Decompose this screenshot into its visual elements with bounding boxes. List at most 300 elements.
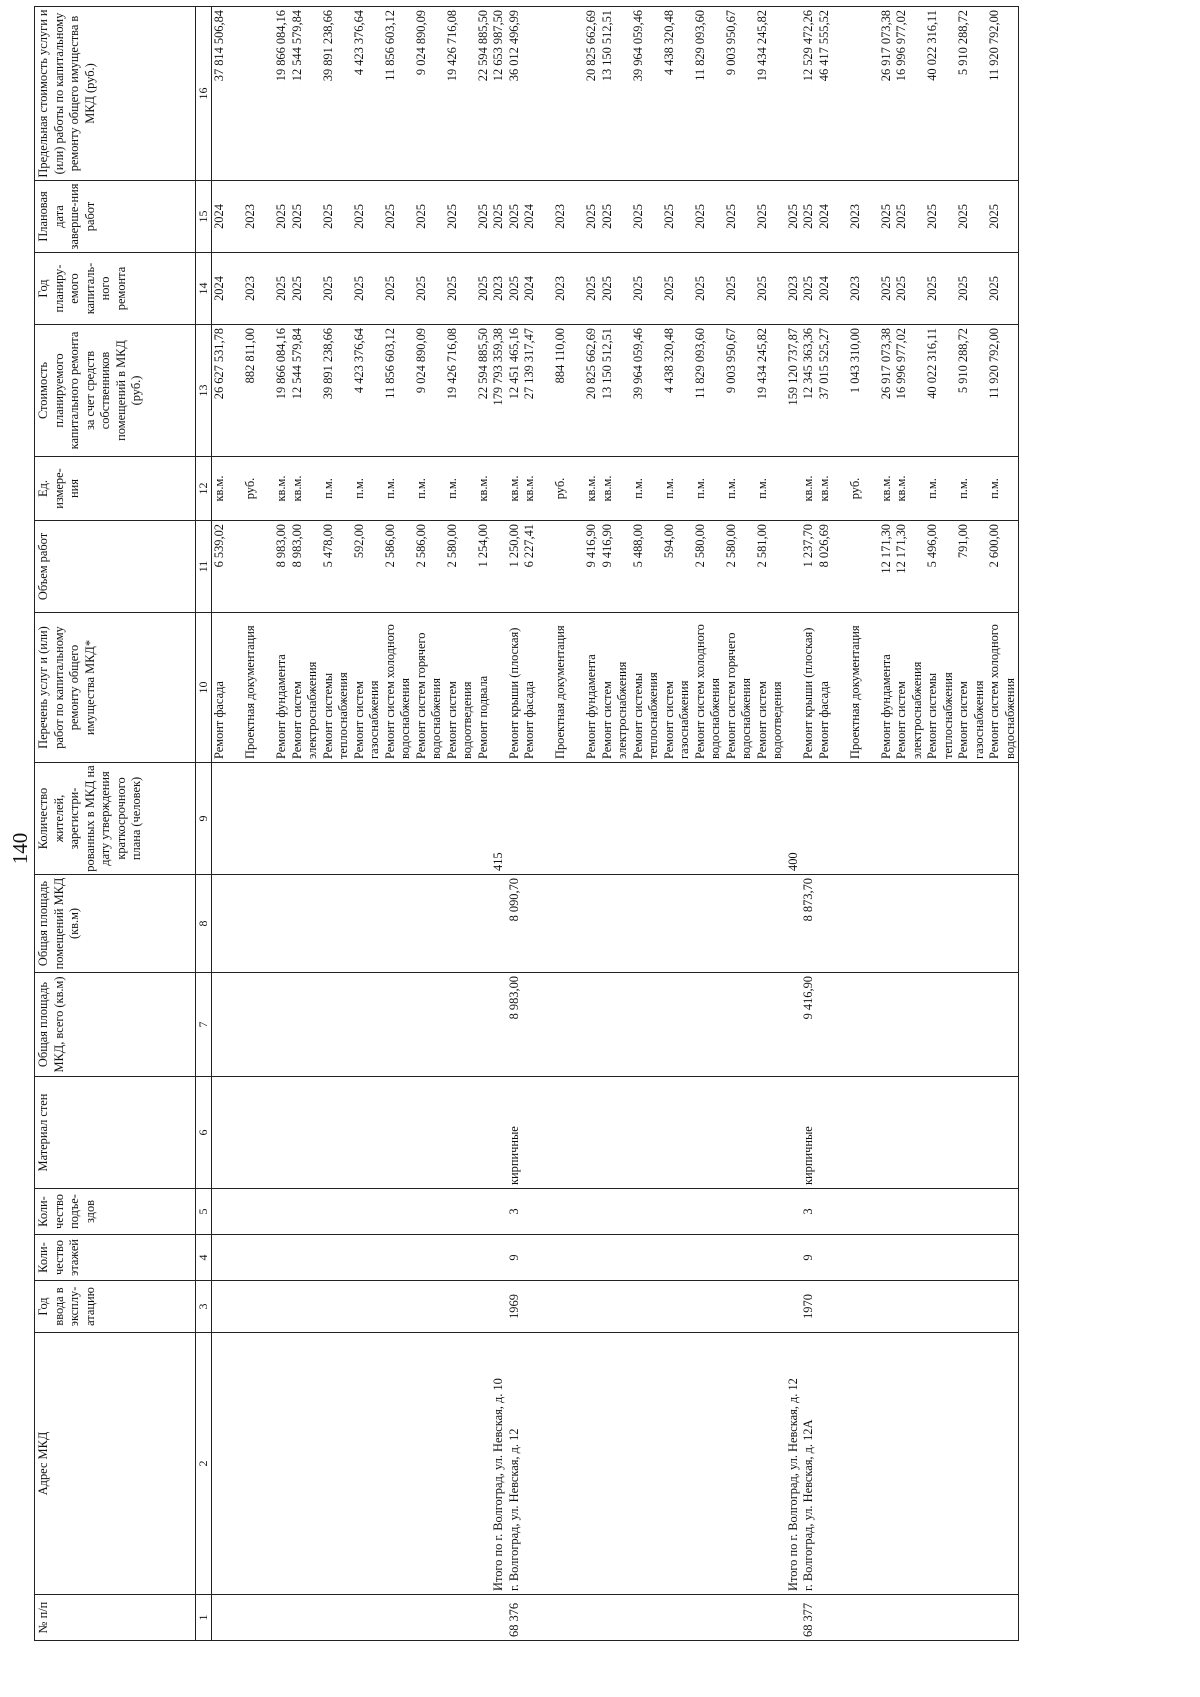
- table-cell: Ремонт фундамента: [879, 613, 895, 763]
- table-cell: [321, 875, 352, 973]
- table-cell: [584, 763, 600, 875]
- table-row: [584, 7, 600, 1641]
- table-cell: [817, 1189, 833, 1235]
- table-cell: 39 891 238,66: [321, 7, 352, 181]
- table-cell: [212, 763, 228, 875]
- table-cell: [538, 457, 554, 521]
- table-row: [786, 7, 802, 1641]
- table-cell: [259, 253, 275, 325]
- table-cell: [987, 1333, 1019, 1595]
- table-cell: [274, 1189, 290, 1235]
- table-cell: 2024: [212, 253, 228, 325]
- table-cell: [352, 1281, 383, 1333]
- table-cell: [631, 1333, 662, 1595]
- table-row: [693, 7, 724, 1641]
- table-cell: [863, 325, 879, 457]
- table-cell: 2025: [693, 181, 724, 253]
- table-row: [600, 7, 631, 1641]
- table-cell: 19 426 716,08: [445, 325, 476, 457]
- table-cell: [584, 1235, 600, 1281]
- table-cell: [228, 1235, 244, 1281]
- table-cell: [383, 1333, 414, 1595]
- table-cell: [553, 1281, 569, 1333]
- table-cell: [569, 613, 585, 763]
- table-cell: [228, 253, 244, 325]
- table-row: [259, 7, 275, 1641]
- table-row: [352, 7, 383, 1641]
- table-cell: 1 237,70: [801, 521, 817, 613]
- table-cell: 11 856 603,12: [383, 7, 414, 181]
- table-cell: [925, 1235, 956, 1281]
- table-cell: [538, 763, 554, 875]
- table-cell: [832, 1235, 848, 1281]
- capital-repair-table: [34, 6, 1019, 1641]
- column-header: Коли-чество этажей: [35, 1235, 196, 1281]
- table-cell: [724, 1281, 755, 1333]
- table-cell: Ремонт систем электроснабжения: [894, 613, 925, 763]
- table-cell: [894, 1333, 925, 1595]
- table-cell: [553, 973, 569, 1077]
- table-cell: [956, 1189, 987, 1235]
- table-row: [553, 7, 569, 1641]
- column-number: 6: [196, 1077, 212, 1189]
- table-cell: Ремонт систем водоотведения: [445, 613, 476, 763]
- table-cell: [817, 1235, 833, 1281]
- table-cell: [786, 1281, 802, 1333]
- table-cell: 2025: [321, 253, 352, 325]
- table-cell: [832, 325, 848, 457]
- table-cell: [863, 253, 879, 325]
- table-cell: [553, 1077, 569, 1189]
- table-row: [538, 7, 554, 1641]
- table-cell: 2025: [801, 181, 817, 253]
- table-cell: [832, 253, 848, 325]
- table-cell: [476, 1235, 492, 1281]
- column-header: Общая площадь МКД, всего (кв.м): [35, 973, 196, 1077]
- table-cell: 19 426 716,08: [445, 7, 476, 181]
- table-cell: [755, 1333, 786, 1595]
- table-cell: [817, 1333, 833, 1595]
- table-cell: кв.м.: [507, 457, 523, 521]
- table-cell: п.м.: [987, 457, 1019, 521]
- table-cell: Ремонт фасада: [522, 613, 538, 763]
- table-cell: 5 496,00: [925, 521, 956, 613]
- table-cell: [414, 1333, 445, 1595]
- table-cell: 68 377: [801, 1595, 817, 1641]
- table-cell: Ремонт систем газоснабжения: [956, 613, 987, 763]
- table-cell: [243, 1595, 259, 1641]
- table-cell: 159 120 737,87: [786, 325, 802, 457]
- table-cell: 2025: [600, 253, 631, 325]
- table-cell: [584, 1595, 600, 1641]
- table-cell: кв.м.: [212, 457, 228, 521]
- table-cell: [584, 1077, 600, 1189]
- table-cell: 11 829 093,60: [693, 7, 724, 181]
- table-cell: [476, 1189, 492, 1235]
- table-cell: 2 581,00: [755, 521, 786, 613]
- column-header: Стоимость планируемого капитального ремонта за счет средств собственников помещений в МКД (руб.): [35, 325, 196, 457]
- table-cell: 2024: [817, 253, 833, 325]
- table-cell: [693, 1333, 724, 1595]
- table-cell: [538, 1281, 554, 1333]
- table-cell: [414, 1595, 445, 1641]
- column-number: 4: [196, 1235, 212, 1281]
- table-cell: 11 856 603,12: [383, 325, 414, 457]
- table-cell: [522, 1235, 538, 1281]
- column-number: 5: [196, 1189, 212, 1235]
- table-cell: [476, 1595, 492, 1641]
- table-cell: [259, 613, 275, 763]
- table-cell: [259, 1235, 275, 1281]
- table-row: [863, 7, 879, 1641]
- table-cell: 13 150 512,51: [600, 7, 631, 181]
- table-cell: [584, 973, 600, 1077]
- table-cell: [259, 181, 275, 253]
- table-cell: [925, 1333, 956, 1595]
- table-cell: [832, 1189, 848, 1235]
- table-cell: [662, 1333, 693, 1595]
- table-cell: [894, 973, 925, 1077]
- table-cell: 2025: [987, 253, 1019, 325]
- table-cell: [274, 1235, 290, 1281]
- table-cell: 2025: [290, 253, 321, 325]
- table-cell: [863, 1077, 879, 1189]
- table-cell: 1970: [801, 1281, 817, 1333]
- column-header: Ед. измере-ния: [35, 457, 196, 521]
- table-cell: [631, 763, 662, 875]
- table-cell: [522, 1595, 538, 1641]
- table-cell: [538, 181, 554, 253]
- table-cell: [569, 1281, 585, 1333]
- table-cell: 2023: [243, 253, 259, 325]
- table-cell: 884 110,00: [553, 325, 569, 457]
- table-cell: 2 586,00: [414, 521, 445, 613]
- table-row: [522, 7, 538, 1641]
- table-cell: 12 544 579,84: [290, 7, 321, 181]
- table-cell: [894, 1077, 925, 1189]
- table-cell: [383, 1235, 414, 1281]
- table-cell: 12 345 363,36: [801, 325, 817, 457]
- table-cell: 2025: [274, 181, 290, 253]
- table-cell: [352, 973, 383, 1077]
- table-cell: п.м.: [445, 457, 476, 521]
- table-cell: [863, 457, 879, 521]
- table-cell: [243, 875, 259, 973]
- table-cell: 11 829 093,60: [693, 325, 724, 457]
- table-row: [832, 7, 848, 1641]
- column-header: Адрес МКД: [35, 1333, 196, 1595]
- column-header: Коли-чество подъе-здов: [35, 1189, 196, 1235]
- table-row: [274, 7, 290, 1641]
- table-cell: [290, 1235, 321, 1281]
- table-cell: [259, 973, 275, 1077]
- table-cell: [321, 1235, 352, 1281]
- table-cell: [662, 1189, 693, 1235]
- table-cell: [491, 613, 507, 763]
- table-cell: 22 594 885,50: [476, 7, 492, 181]
- table-cell: [662, 1235, 693, 1281]
- table-cell: 3: [801, 1189, 817, 1235]
- table-cell: 2025: [956, 181, 987, 253]
- table-row: [987, 7, 1019, 1641]
- table-cell: 9 416,90: [600, 521, 631, 613]
- table-cell: [693, 1595, 724, 1641]
- table-cell: 2025: [801, 253, 817, 325]
- column-header: Предельная стоимость услуги и (или) работы по капитальному ремонту общего имущества в МКД (руб.): [35, 7, 196, 181]
- table-cell: [786, 1189, 802, 1235]
- table-cell: [569, 763, 585, 875]
- table-cell: 2 580,00: [693, 521, 724, 613]
- table-cell: [863, 181, 879, 253]
- column-number: 16: [196, 7, 212, 181]
- table-cell: [243, 763, 259, 875]
- table-cell: [832, 7, 848, 181]
- table-cell: [445, 1189, 476, 1235]
- table-cell: 2025: [383, 181, 414, 253]
- table-cell: [894, 1189, 925, 1235]
- table-cell: п.м.: [755, 457, 786, 521]
- table-cell: [290, 1333, 321, 1595]
- table-cell: 39 964 059,46: [631, 325, 662, 457]
- table-cell: [476, 1333, 492, 1595]
- table-cell: [383, 973, 414, 1077]
- table-row: [724, 7, 755, 1641]
- table-cell: [228, 613, 244, 763]
- table-cell: [538, 613, 554, 763]
- table-cell: [817, 763, 833, 875]
- table-cell: кв.м.: [894, 457, 925, 521]
- table-cell: 20 825 662,69: [584, 7, 600, 181]
- table-cell: Ремонт крыши (плоская): [801, 613, 817, 763]
- table-cell: 19 434 245,82: [755, 325, 786, 457]
- table-cell: г. Волгоград, ул. Невская, д. 12: [507, 1333, 523, 1595]
- table-cell: [352, 1333, 383, 1595]
- table-cell: [817, 875, 833, 973]
- table-row: [894, 7, 925, 1641]
- table-cell: [863, 613, 879, 763]
- table-cell: [863, 7, 879, 181]
- table-cell: [445, 1595, 476, 1641]
- table-cell: Ремонт системы теплоснабжения: [925, 613, 956, 763]
- table-cell: [476, 1077, 492, 1189]
- table-cell: [538, 1235, 554, 1281]
- table-cell: [569, 1189, 585, 1235]
- table-cell: [228, 7, 244, 181]
- table-row: [848, 7, 864, 1641]
- table-cell: 22 594 885,50: [476, 325, 492, 457]
- table-cell: [956, 1595, 987, 1641]
- table-cell: [786, 613, 802, 763]
- table-cell: 4 423 376,64: [352, 325, 383, 457]
- table-cell: [631, 1235, 662, 1281]
- table-cell: [445, 875, 476, 973]
- table-cell: [863, 763, 879, 875]
- table-cell: [491, 1235, 507, 1281]
- table-cell: [894, 1281, 925, 1333]
- table-cell: п.м.: [321, 457, 352, 521]
- table-cell: [631, 1077, 662, 1189]
- table-cell: [274, 1281, 290, 1333]
- table-cell: [212, 1077, 228, 1189]
- table-cell: 19 434 245,82: [755, 7, 786, 181]
- table-cell: [491, 1595, 507, 1641]
- table-cell: [212, 1281, 228, 1333]
- table-cell: [956, 875, 987, 973]
- table-cell: [274, 875, 290, 973]
- table-cell: 2025: [724, 253, 755, 325]
- table-cell: [832, 181, 848, 253]
- table-cell: 39 964 059,46: [631, 7, 662, 181]
- table-cell: [569, 973, 585, 1077]
- table-cell: 1 043 310,00: [848, 325, 864, 457]
- table-row: [290, 7, 321, 1641]
- table-cell: Ремонт фундамента: [584, 613, 600, 763]
- table-cell: [569, 181, 585, 253]
- table-cell: Ремонт систем газоснабжения: [352, 613, 383, 763]
- table-cell: [662, 1595, 693, 1641]
- table-cell: [290, 1595, 321, 1641]
- table-cell: 8 983,00: [274, 521, 290, 613]
- table-cell: [538, 1077, 554, 1189]
- table-cell: [538, 7, 554, 181]
- table-cell: [243, 1189, 259, 1235]
- table-cell: [786, 973, 802, 1077]
- table-cell: 2025: [662, 253, 693, 325]
- table-cell: [832, 457, 848, 521]
- table-cell: 19 866 084,16: [274, 325, 290, 457]
- table-cell: [786, 521, 802, 613]
- table-cell: 2025: [894, 253, 925, 325]
- table-cell: [724, 1235, 755, 1281]
- table-cell: [584, 875, 600, 973]
- table-cell: [755, 1189, 786, 1235]
- table-cell: [522, 1077, 538, 1189]
- table-cell: Ремонт фасада: [212, 613, 228, 763]
- table-cell: [801, 763, 817, 875]
- table-cell: [553, 1333, 569, 1595]
- table-cell: 2023: [848, 253, 864, 325]
- table-cell: [987, 875, 1019, 973]
- table-cell: [491, 1281, 507, 1333]
- table-cell: [863, 1189, 879, 1235]
- table-cell: [693, 1189, 724, 1235]
- table-cell: [538, 1333, 554, 1595]
- table-cell: [832, 613, 848, 763]
- table-cell: [879, 875, 895, 973]
- table-cell: [925, 1281, 956, 1333]
- table-cell: [724, 1595, 755, 1641]
- column-header: Год ввода в эксплу-атацию: [35, 1281, 196, 1333]
- table-cell: [786, 1595, 802, 1641]
- table-cell: [321, 1595, 352, 1641]
- table-cell: 2023: [553, 253, 569, 325]
- table-cell: [228, 1281, 244, 1333]
- table-cell: [724, 1333, 755, 1595]
- table-cell: [228, 457, 244, 521]
- table-cell: кв.м.: [600, 457, 631, 521]
- table-cell: Ремонт систем горячего водоснабжения: [414, 613, 445, 763]
- table-cell: [755, 763, 786, 875]
- column-number: 15: [196, 181, 212, 253]
- table-cell: [848, 1281, 864, 1333]
- table-cell: Ремонт систем электроснабжения: [600, 613, 631, 763]
- table-cell: 12 653 987,50: [491, 7, 507, 181]
- table-row: [569, 7, 585, 1641]
- table-cell: [476, 1281, 492, 1333]
- table-cell: 9 024 890,09: [414, 325, 445, 457]
- table-cell: кв.м.: [817, 457, 833, 521]
- table-cell: [259, 875, 275, 973]
- table-cell: кв.м.: [274, 457, 290, 521]
- table-cell: 2025: [925, 181, 956, 253]
- column-header: Материал стен: [35, 1077, 196, 1189]
- table-cell: [817, 973, 833, 1077]
- table-cell: [987, 1235, 1019, 1281]
- table-cell: [569, 457, 585, 521]
- table-cell: 2025: [290, 181, 321, 253]
- table-cell: 8 873,70: [801, 875, 817, 973]
- table-cell: п.м.: [925, 457, 956, 521]
- table-row: [445, 7, 476, 1641]
- table-cell: 2025: [491, 181, 507, 253]
- table-row: [662, 7, 693, 1641]
- table-cell: 2025: [274, 253, 290, 325]
- table-cell: [848, 763, 864, 875]
- column-number: 10: [196, 613, 212, 763]
- table-cell: Проектная документация: [848, 613, 864, 763]
- table-cell: [383, 1077, 414, 1189]
- table-cell: 2025: [693, 253, 724, 325]
- table-cell: 2025: [600, 181, 631, 253]
- table-cell: 1 250,00: [507, 521, 523, 613]
- table-cell: [321, 1333, 352, 1595]
- table-cell: [553, 1189, 569, 1235]
- table-cell: [243, 521, 259, 613]
- table-row: [507, 7, 523, 1641]
- table-cell: 9 416,90: [801, 973, 817, 1077]
- table-cell: [848, 521, 864, 613]
- table-cell: [476, 875, 492, 973]
- table-cell: [569, 521, 585, 613]
- table-cell: 2025: [584, 253, 600, 325]
- table-cell: [491, 875, 507, 973]
- table-cell: 2025: [987, 181, 1019, 253]
- table-cell: [445, 1077, 476, 1189]
- table-cell: [414, 1189, 445, 1235]
- table-cell: 2025: [755, 253, 786, 325]
- table-cell: [863, 1281, 879, 1333]
- table-cell: [383, 1595, 414, 1641]
- table-cell: [352, 1235, 383, 1281]
- table-cell: кв.м.: [584, 457, 600, 521]
- table-cell: [832, 1281, 848, 1333]
- table-cell: [352, 1189, 383, 1235]
- table-cell: 2025: [476, 253, 492, 325]
- table-cell: [925, 1077, 956, 1189]
- table-row: [801, 7, 817, 1641]
- table-cell: [414, 875, 445, 973]
- table-cell: 2025: [662, 181, 693, 253]
- table-cell: [848, 1333, 864, 1595]
- table-cell: [290, 763, 321, 875]
- table-cell: [956, 1235, 987, 1281]
- table-cell: Ремонт систем электроснабжения: [290, 613, 321, 763]
- table-cell: [832, 763, 848, 875]
- table-cell: [863, 1595, 879, 1641]
- table-cell: 9: [801, 1235, 817, 1281]
- table-cell: [631, 875, 662, 973]
- table-cell: [894, 1235, 925, 1281]
